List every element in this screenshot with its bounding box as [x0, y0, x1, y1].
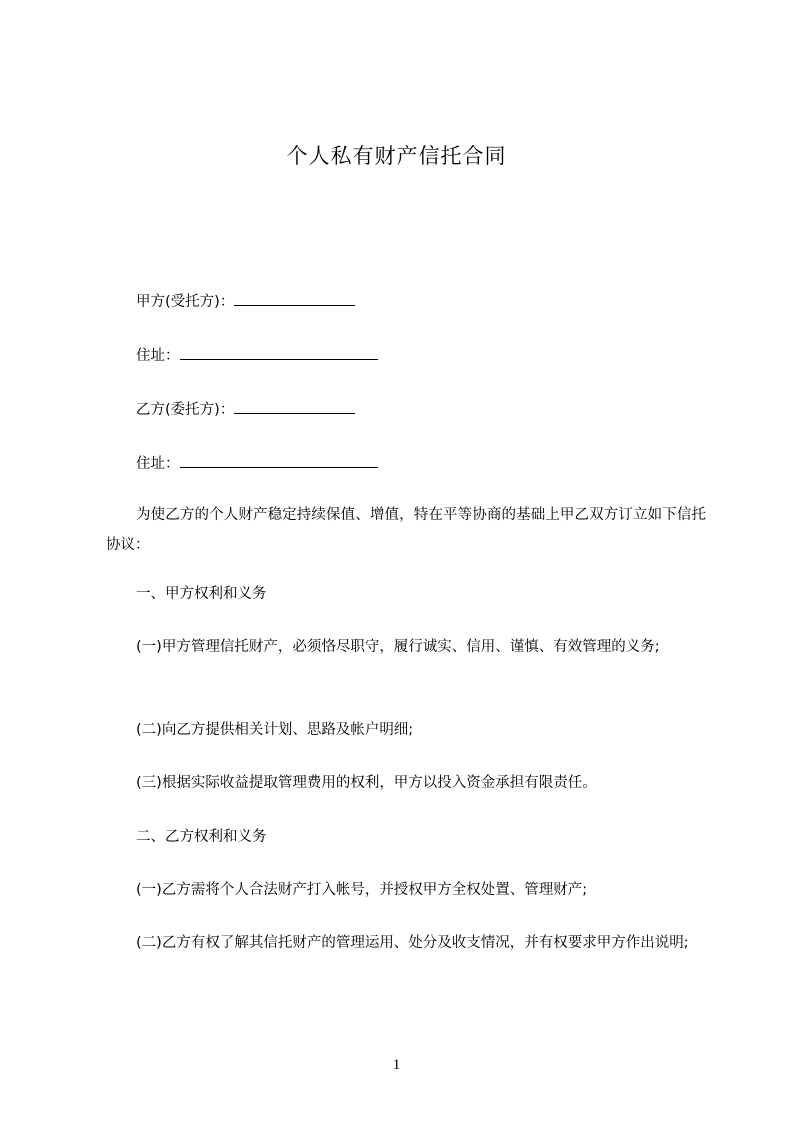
- party-a-address-blank: [180, 346, 378, 360]
- party-a-address-line: [136, 345, 378, 367]
- section2-heading: 二、乙方权利和义务: [136, 829, 267, 845]
- party-a-line: [136, 291, 355, 313]
- party-b-address-blank: [180, 454, 378, 468]
- document-title: 个人私有财产信托合同: [286, 144, 507, 168]
- party-a-name-blank: [234, 292, 355, 306]
- section2-item-1: (一)乙方需将个人合法财产打入帐号，并授权甲方全权处置、管理财产;: [136, 882, 588, 898]
- party-b-address-label: 住址：: [136, 456, 180, 472]
- section1-item-1: (一)甲方管理信托财产，必须恪尽职守，履行诚实、信用、谨慎、有效管理的义务;: [136, 639, 660, 655]
- party-b-label: 乙方(委托方)：: [136, 402, 235, 418]
- section1-item-3: (三)根据实际收益提取管理费用的权利，甲方以投入资金承担有限责任。: [136, 775, 597, 791]
- party-a-label: 甲方(受托方)：: [136, 294, 235, 310]
- section1-item-2: (二)向乙方提供相关计划、思路及帐户明细;: [136, 722, 414, 738]
- intro-paragraph: 为使乙方的个人财产稳定持续保值、增值，特在平等协商的基础上甲乙双方订立如下信托协议：: [106, 507, 706, 553]
- party-b-name-blank: [234, 400, 355, 414]
- party-b-line: [136, 399, 355, 421]
- section1-heading: 一、甲方权利和义务: [136, 586, 267, 602]
- page-number: 1: [392, 1057, 401, 1073]
- party-a-address-label: 住址：: [136, 348, 180, 364]
- section2-item-2: (二)乙方有权了解其信托财产的管理运用、处分及收支情况，并有权要求甲方作出说明;: [136, 935, 689, 951]
- party-b-address-line: [136, 453, 378, 475]
